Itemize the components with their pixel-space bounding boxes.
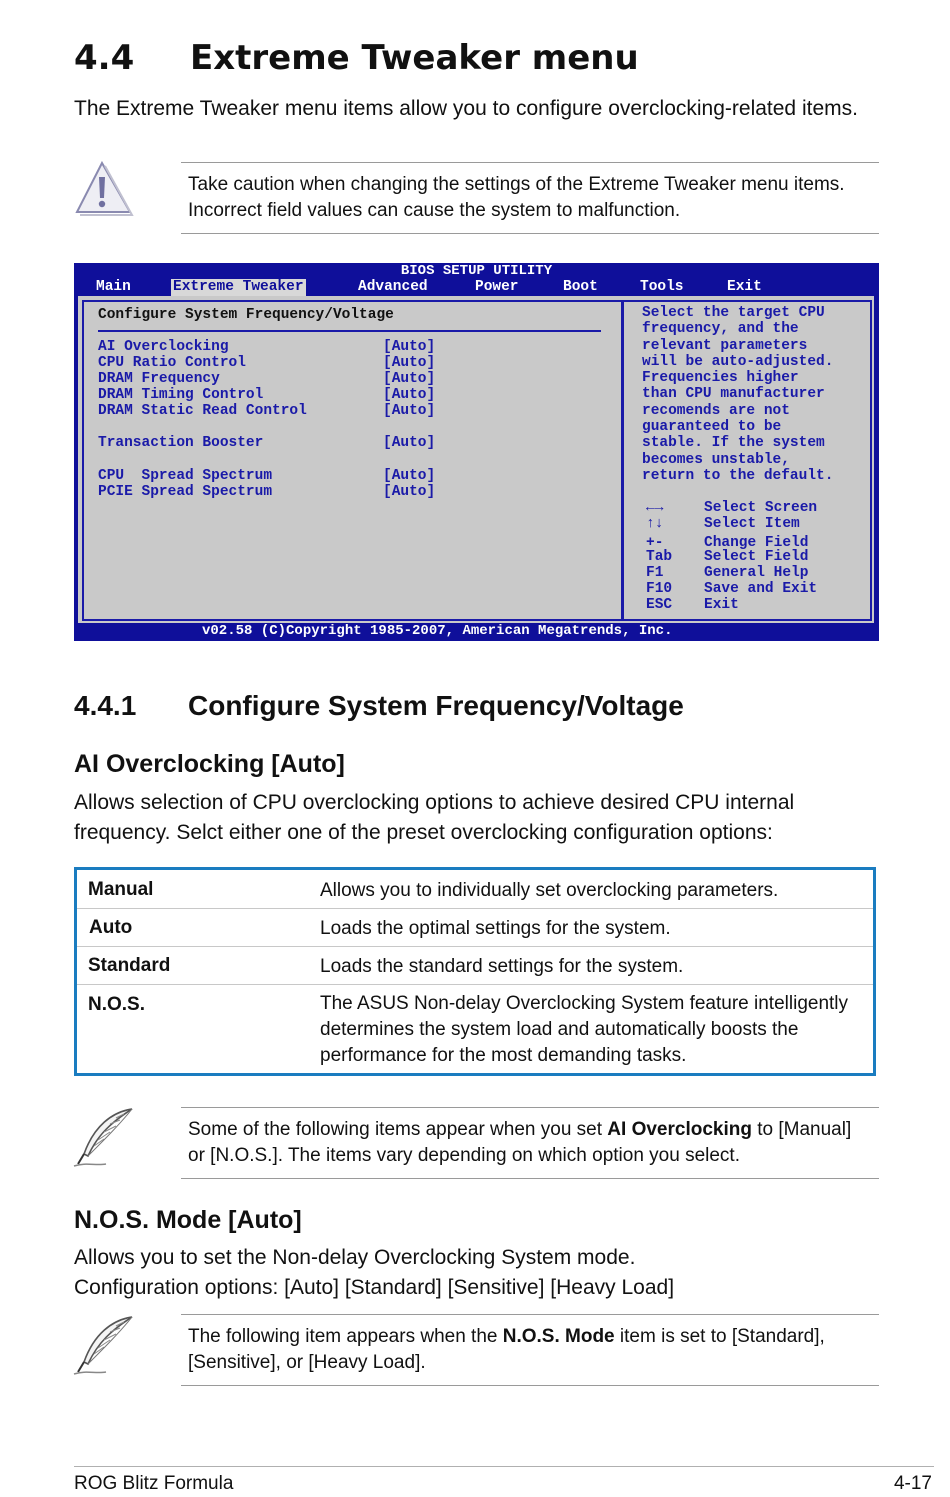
- bios-copyright: v02.58 (C)Copyright 1985-2007, American Megatrends, Inc.: [202, 623, 673, 639]
- left-right-arrows-icon: ←→: [646, 500, 664, 516]
- subsection-title: Configure System Frequency/Voltage: [188, 690, 684, 721]
- table-row: [77, 870, 873, 909]
- divider: [181, 1314, 879, 1315]
- bios-value[interactable]: [Auto]: [383, 435, 436, 451]
- divider: [181, 233, 879, 234]
- nos-mode-line1: Allows you to set the Non-delay Overclocking System mode.: [74, 1246, 636, 1269]
- bios-menu-exit[interactable]: Exit: [727, 279, 762, 295]
- table-row: [77, 909, 873, 947]
- nos-mode-line2: Configuration options: [Auto] [Standard] [Sensitive] [Heavy Load]: [74, 1276, 675, 1299]
- nos-mode-heading: N.O.S. Mode [Auto]: [74, 1206, 302, 1234]
- divider: [181, 1178, 879, 1179]
- bios-section-title: Configure System Frequency/Voltage: [98, 307, 394, 323]
- option-desc: The ASUS Non-delay Overclocking System feature intelligently determines the system load and automatically boosts the performance for the most demanding tasks.: [320, 993, 849, 1066]
- ai-overclocking-heading: AI Overclocking [Auto]: [74, 750, 345, 778]
- quill-pen-icon: [72, 1104, 138, 1170]
- option-desc: Loads the optimal settings for the system.: [320, 918, 671, 939]
- ai-overclocking-text: Allows selection of CPU overclocking options to achieve desired CPU internal frequency. Selct either one of the preset overclocking configuration options:: [74, 791, 795, 844]
- bios-menu-main[interactable]: Main: [96, 279, 131, 295]
- option-desc: Loads the standard settings for the system.: [320, 956, 684, 977]
- bios-value[interactable]: [Auto]: [383, 371, 436, 387]
- note-text: [188, 1324, 873, 1376]
- bios-item-pcie-spread[interactable]: PCIE Spread Spectrum: [98, 484, 273, 500]
- bios-key: ESC: [646, 597, 673, 613]
- bios-value[interactable]: [Auto]: [383, 387, 436, 403]
- bios-key-desc: Select Item: [704, 516, 800, 532]
- caution-icon: [74, 160, 134, 218]
- bios-key: F10: [646, 581, 673, 597]
- option-name: Manual: [88, 879, 154, 900]
- bios-item-transaction-booster[interactable]: Transaction Booster: [98, 435, 264, 451]
- subsection-number: 4.4.1: [74, 690, 137, 721]
- bios-menu-tools[interactable]: Tools: [640, 279, 684, 295]
- intro-text: The Extreme Tweaker menu items allow you to configure overclocking-related items.: [74, 97, 858, 120]
- bios-key: F1: [646, 565, 664, 581]
- bios-key-desc: Exit: [704, 597, 739, 613]
- bios-item-dram-timing[interactable]: DRAM Timing Control: [98, 387, 264, 403]
- bios-value[interactable]: [Auto]: [383, 403, 436, 419]
- up-down-arrows-icon: ↑↓: [646, 516, 664, 532]
- bios-key-desc: Select Field: [704, 549, 809, 565]
- bios-help-text: Select the target CPU frequency, and the relevant parameters will be auto-adjusted. Frequencies higher than CPU manufacturer recomends are not guaranteed to be stable. If the system becomes unstable, return to the default.: [642, 305, 834, 484]
- table-row: [77, 985, 873, 1073]
- bios-value[interactable]: [Auto]: [383, 355, 436, 371]
- bios-key: +-: [646, 535, 664, 551]
- bios-value[interactable]: [Auto]: [383, 339, 436, 355]
- bios-value[interactable]: [Auto]: [383, 468, 436, 484]
- section-heading: [74, 38, 874, 82]
- divider: [181, 1107, 879, 1108]
- bios-title-underline: [98, 330, 601, 332]
- note-text: [188, 1117, 873, 1169]
- bios-menu-advanced[interactable]: Advanced: [358, 279, 428, 295]
- page-number: 4-17: [893, 1473, 932, 1494]
- divider: [181, 1385, 879, 1386]
- bios-key: Tab: [646, 549, 673, 565]
- bios-screen: [74, 263, 879, 641]
- bios-key-desc: Save and Exit: [704, 581, 818, 597]
- option-name: Auto: [89, 917, 133, 938]
- bios-menu-boot[interactable]: Boot: [563, 279, 598, 295]
- section-title: Extreme Tweaker menu: [190, 38, 639, 78]
- note-text-pre: Some of the following items appear when you set: [188, 1119, 608, 1140]
- bios-menu-extreme-tweaker[interactable]: Extreme Tweaker: [173, 279, 304, 295]
- options-table: [74, 867, 876, 1076]
- option-name: N.O.S.: [88, 994, 146, 1015]
- bios-key-desc: Select Screen: [704, 500, 818, 516]
- section-number: 4.4: [74, 38, 135, 78]
- bios-item-cpu-ratio[interactable]: CPU Ratio Control: [98, 355, 246, 371]
- divider: [181, 162, 879, 163]
- caution-text: Take caution when changing the settings of the Extreme Tweaker menu items. Incorrect field values can cause the system to malfunction.: [188, 174, 845, 221]
- bios-key-desc: General Help: [704, 565, 809, 581]
- footer-divider: [74, 1466, 934, 1467]
- note-text-bold: AI Overclocking: [607, 1119, 752, 1140]
- bios-item-ai-overclocking[interactable]: AI Overclocking: [98, 339, 229, 355]
- note-text-bold: N.O.S. Mode: [502, 1326, 615, 1347]
- bios-item-dram-frequency[interactable]: DRAM Frequency: [98, 371, 220, 387]
- note-text-pre: The following item appears when the: [188, 1326, 503, 1347]
- bios-key-desc: Change Field: [704, 535, 809, 551]
- note-text-post: item is set to [Standard], [Sensitive], or [Heavy Load].: [188, 1326, 825, 1373]
- bios-title: BIOS SETUP UTILITY: [400, 263, 553, 279]
- footer-title: ROG Blitz Formula: [74, 1473, 234, 1494]
- table-row: [77, 947, 873, 985]
- option-name: Standard: [88, 955, 171, 976]
- bios-item-dram-static-read[interactable]: DRAM Static Read Control: [98, 403, 307, 419]
- note-text-post: to [Manual] or [N.O.S.]. The items vary depending on which option you select.: [188, 1119, 852, 1166]
- bios-item-cpu-spread[interactable]: CPU Spread Spectrum: [98, 468, 273, 484]
- option-desc: Allows you to individually set overclocking parameters.: [320, 880, 779, 901]
- quill-pen-icon: [72, 1312, 138, 1378]
- bios-value[interactable]: [Auto]: [383, 484, 436, 500]
- bios-menu-power[interactable]: Power: [475, 279, 519, 295]
